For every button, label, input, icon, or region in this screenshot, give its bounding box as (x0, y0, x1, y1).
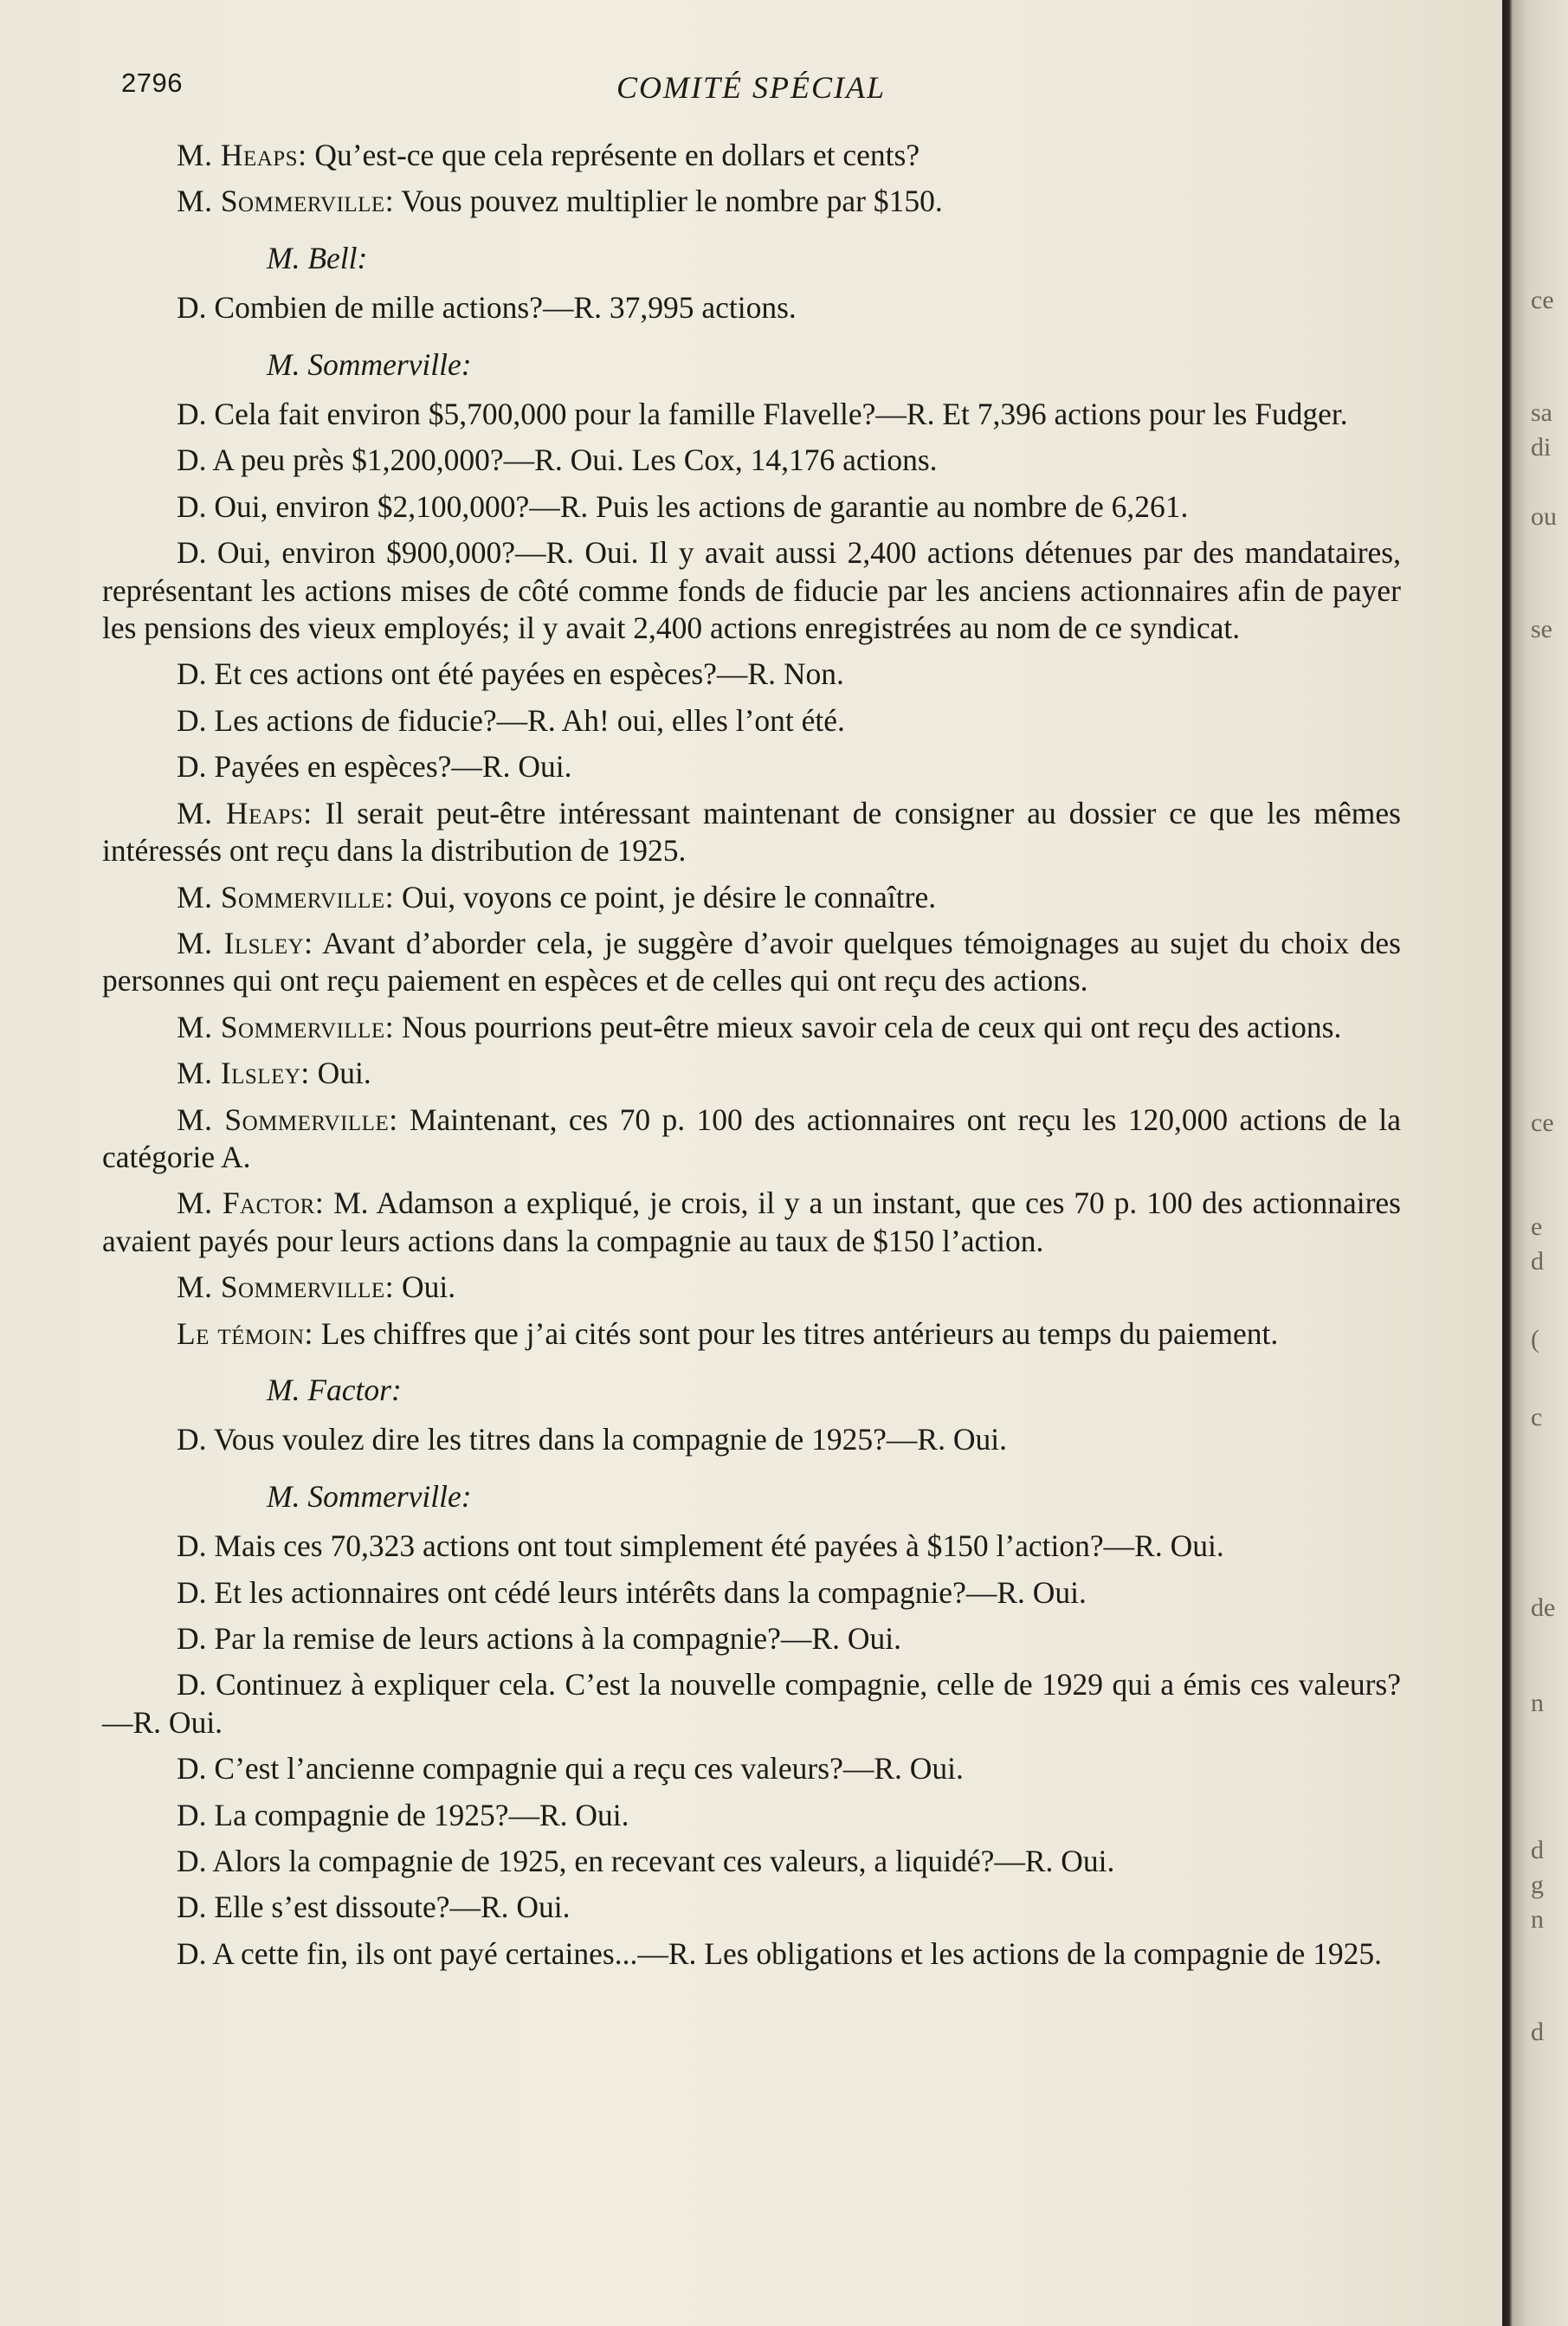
question-answer: D. Alors la compagnie de 1925, en recevant ces valeurs, a liquidé?—R. Oui. (177, 1844, 1115, 1879)
speech-paragraph (102, 795, 1401, 870)
question-answer: D. Et les actionnaires ont cédé leurs intérêts dans la compagnie?—R. Oui. (177, 1574, 1087, 1610)
question-answer: D. Par la remise de leurs actions à la compagnie?—R. Oui. (177, 1621, 901, 1656)
margin-fragment: n (1531, 1689, 1544, 1717)
question-answer: D. La compagnie de 1925?—R. Oui. (177, 1797, 629, 1832)
margin-fragment: e (1531, 1212, 1543, 1241)
question-answer: D. A peu près $1,200,000?—R. Oui. Les Cox, 14,176 actions. (177, 443, 938, 478)
adjacent-page-margin (1531, 0, 1565, 2326)
speaker-name: M. Ilsley: (177, 925, 313, 960)
margin-fragment: d (1531, 1247, 1544, 1276)
margin-fragment: g (1531, 1870, 1544, 1899)
transcript-body (102, 137, 1401, 1981)
margin-fragment: se (1531, 615, 1552, 643)
speech-paragraph (102, 925, 1401, 1000)
margin-fragment: ou (1531, 502, 1557, 531)
margin-fragment: ( (1531, 1325, 1539, 1354)
question-answer: D. Vous voulez dire les titres dans la compagnie de 1925?—R. Oui. (177, 1422, 1007, 1457)
speech-paragraph (102, 879, 1401, 916)
speaker-name: M. Sommerville: (177, 1102, 398, 1137)
speaker-name: M. Sommerville: (177, 184, 395, 219)
examiner-heading: M. Factor: (267, 1372, 402, 1407)
question-answer: D. Oui, environ $900,000?—R. Oui. Il y avait aussi 2,400 actions détenues par des mandataires, représentant les actions mises de côté comme fonds de fiducie par les anciens actionnaires afin de payer les pensions des vieux employés; il y avait 2,400 actions enregistrées au nom de ce syndicat. (102, 535, 1401, 646)
speech-text: Oui, voyons ce point, je désire le connaître. (394, 879, 937, 914)
question-answer: D. Mais ces 70,323 actions ont tout simplement été payées à $150 l’action?—R. Oui. (177, 1528, 1224, 1564)
margin-fragment: n (1531, 1905, 1544, 1934)
speaker-name: M. Heaps: (177, 795, 313, 830)
speaker-name: M. Factor: (177, 1186, 325, 1221)
speech-paragraph (102, 1055, 1401, 1092)
margin-fragment: ce (1531, 1108, 1554, 1137)
margin-fragment: sa (1531, 398, 1552, 427)
question-answer: D. Payées en espèces?—R. Oui. (177, 749, 572, 785)
question-answer: D. Oui, environ $2,100,000?—R. Puis les actions de garantie au nombre de 6,261. (177, 488, 1189, 524)
speaker-name: M. Heaps: (177, 138, 307, 172)
speaker-name: M. Sommerville: (177, 879, 395, 914)
question-answer: D. A cette fin, ils ont payé certaines...—R. Les obligations et les actions de la compagnie de 1925. (177, 1935, 1383, 1971)
speech-text: Avant d’aborder cela, je suggère d’avoir quelques témoignages au sujet du choix des personnes qui ont reçu paiement en espèces et de celles qui ont reçu des actions. (102, 925, 1401, 998)
speaker-name: M. Ilsley: (177, 1056, 310, 1091)
margin-fragment: ce (1531, 286, 1554, 314)
speech-text: Oui. (394, 1270, 456, 1305)
speech-paragraph (102, 1102, 1401, 1177)
speech-paragraph (102, 137, 1401, 174)
margin-fragment: c (1531, 1403, 1543, 1431)
speaker-name: Le témoin: (177, 1315, 313, 1351)
running-head: COMITÉ SPÉCIAL (616, 70, 886, 105)
question-answer: D. Combien de mille actions?—R. 37,995 actions. (177, 290, 797, 326)
speech-text: Nous pourrions peut-être mieux savoir cela de ceux qui ont reçu des actions. (394, 1009, 1342, 1044)
examiner-heading: M. Bell: (267, 240, 368, 275)
question-answer: D. Cela fait environ $5,700,000 pour la famille Flavelle?—R. Et 7,396 actions pour les Fudger. (177, 397, 1348, 432)
speaker-name: M. Sommerville: (177, 1270, 395, 1305)
examiner-heading: M. Sommerville: (267, 1478, 472, 1514)
speech-text: Vous pouvez multiplier le nombre par $150. (394, 184, 943, 219)
margin-fragment: d (1531, 2018, 1544, 2046)
speech-paragraph (102, 1009, 1401, 1046)
question-answer: D. Les actions de fiducie?—R. Ah! oui, elles l’ont été. (177, 702, 845, 738)
question-answer: D. Continuez à expliquer cela. C’est la nouvelle compagnie, celle de 1929 qui a émis ces valeurs?—R. Oui. (102, 1667, 1401, 1740)
page-number: 2796 (121, 68, 183, 98)
speech-text: Il serait peut-être intéressant maintenant de consigner au dossier ce que les mêmes intéressés ont reçu dans la distribution de 1925. (102, 795, 1401, 869)
speech-text: Oui. (309, 1056, 371, 1091)
speech-paragraph (102, 1315, 1401, 1353)
speaker-name: M. Sommerville: (177, 1009, 395, 1044)
question-answer: D. C’est l’ancienne compagnie qui a reçu ces valeurs?—R. Oui. (177, 1751, 964, 1786)
speech-text: Les chiffres que j’ai cités sont pour les titres antérieurs au temps du paiement. (313, 1315, 1279, 1351)
speech-paragraph (102, 1185, 1401, 1260)
margin-fragment: di (1531, 433, 1552, 462)
speech-paragraph (102, 183, 1401, 220)
margin-fragment: d (1531, 1836, 1544, 1864)
question-answer: D. Et ces actions ont été payées en espèces?—R. Non. (177, 656, 844, 692)
margin-fragment: de (1531, 1593, 1556, 1622)
speech-text: Maintenant, ces 70 p. 100 des actionnaires ont reçu les 120,000 actions de la catégorie A. (102, 1102, 1402, 1174)
question-answer: D. Elle s’est dissoute?—R. Oui. (177, 1890, 571, 1925)
speech-text: Qu’est-ce que cela représente en dollars et cents? (307, 138, 920, 172)
speech-paragraph (102, 1269, 1401, 1306)
speech-text: M. Adamson a expliqué, je crois, il y a un instant, que ces 70 p. 100 des actionnaires avaient payés pour leurs actions dans la compagnie au taux de $150 l’action. (102, 1186, 1401, 1258)
examiner-heading: M. Sommerville: (267, 346, 472, 382)
